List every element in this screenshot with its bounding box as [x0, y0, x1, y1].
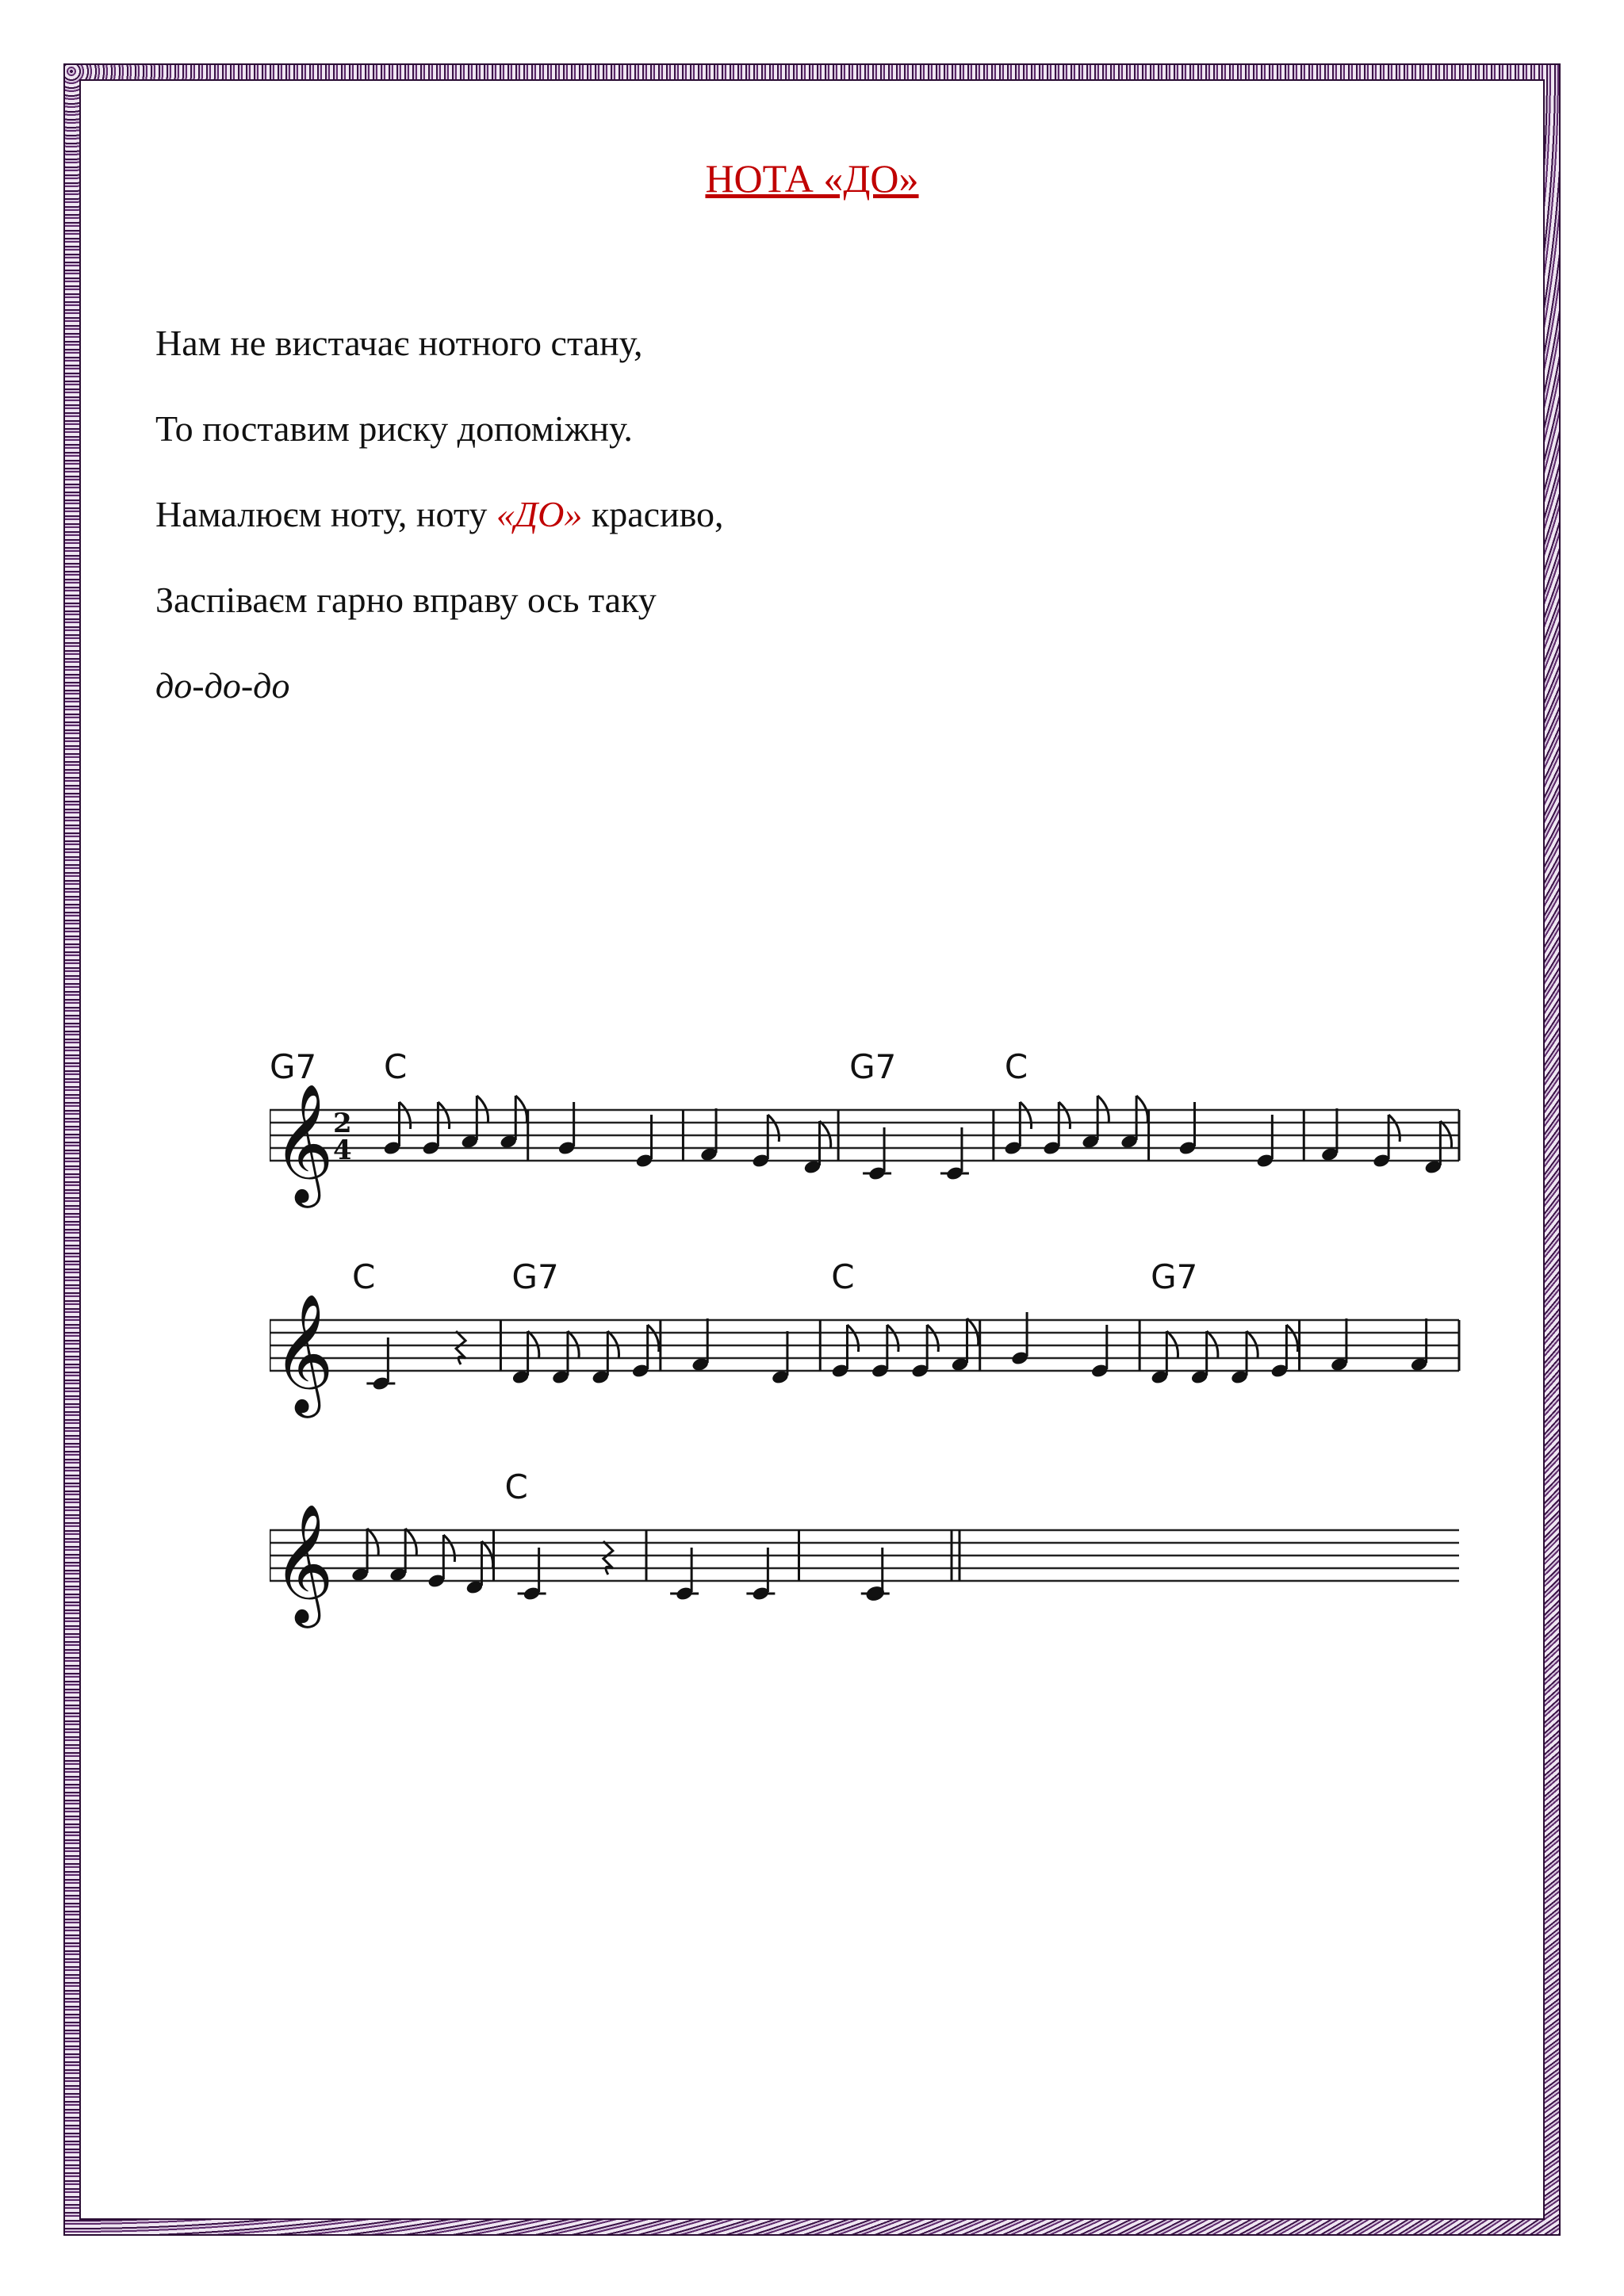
- time-signature-top: 2: [333, 1108, 352, 1139]
- chord-label: C: [1004, 1047, 1028, 1086]
- verse-line-5: до-до-до: [155, 665, 290, 706]
- chord-label: C: [831, 1257, 855, 1296]
- chord-label: G7: [270, 1047, 317, 1086]
- chord-label: C: [384, 1047, 408, 1086]
- note-do-highlight: «ДО»: [496, 494, 583, 534]
- eighth-flag: [887, 1325, 898, 1352]
- chord-label: G7: [849, 1047, 897, 1086]
- verse-line-3-start: Намалюєм ноту, ноту: [155, 494, 496, 534]
- verse-line-1: Нам не вистачає нотного стану,: [155, 323, 643, 363]
- verse-line-2: То поставим риску допоміжну.: [155, 408, 633, 449]
- eighth-flag: [1286, 1325, 1297, 1352]
- eighth-flag: [847, 1325, 858, 1352]
- verse-line-3: [155, 496, 1503, 533]
- verse-line-3-end: красиво,: [582, 494, 724, 534]
- eighth-flag: [399, 1102, 410, 1129]
- eighth-flag: [927, 1325, 938, 1352]
- eighth-flag: [1059, 1102, 1070, 1129]
- quarter-rest: [456, 1331, 465, 1364]
- sheet-music-svg: [270, 1039, 1475, 1641]
- chord-label: G7: [1151, 1257, 1198, 1296]
- verse-line-4: Заспіваєм гарно вправу ось таку: [155, 580, 657, 620]
- eighth-flag: [1388, 1115, 1400, 1142]
- page-title: НОТА «ДО»: [705, 156, 919, 201]
- quarter-rest: [603, 1541, 613, 1575]
- treble-clef-icon: 𝄞: [273, 1082, 334, 1203]
- eighth-flag: [438, 1102, 449, 1129]
- eighth-flag: [648, 1325, 659, 1352]
- treble-clef-icon: 𝄞: [273, 1292, 334, 1413]
- treble-clef-icon: 𝄞: [273, 1502, 334, 1623]
- eighth-flag: [768, 1115, 779, 1142]
- chord-label: G7: [511, 1257, 559, 1296]
- chord-label: C: [504, 1468, 528, 1506]
- eighth-flag: [443, 1535, 454, 1562]
- time-signature-bottom: 4: [333, 1135, 352, 1166]
- sheet-music: [270, 1039, 1475, 1641]
- eighth-flag: [1020, 1102, 1031, 1129]
- verse: [155, 325, 1503, 753]
- chord-label: C: [352, 1257, 376, 1296]
